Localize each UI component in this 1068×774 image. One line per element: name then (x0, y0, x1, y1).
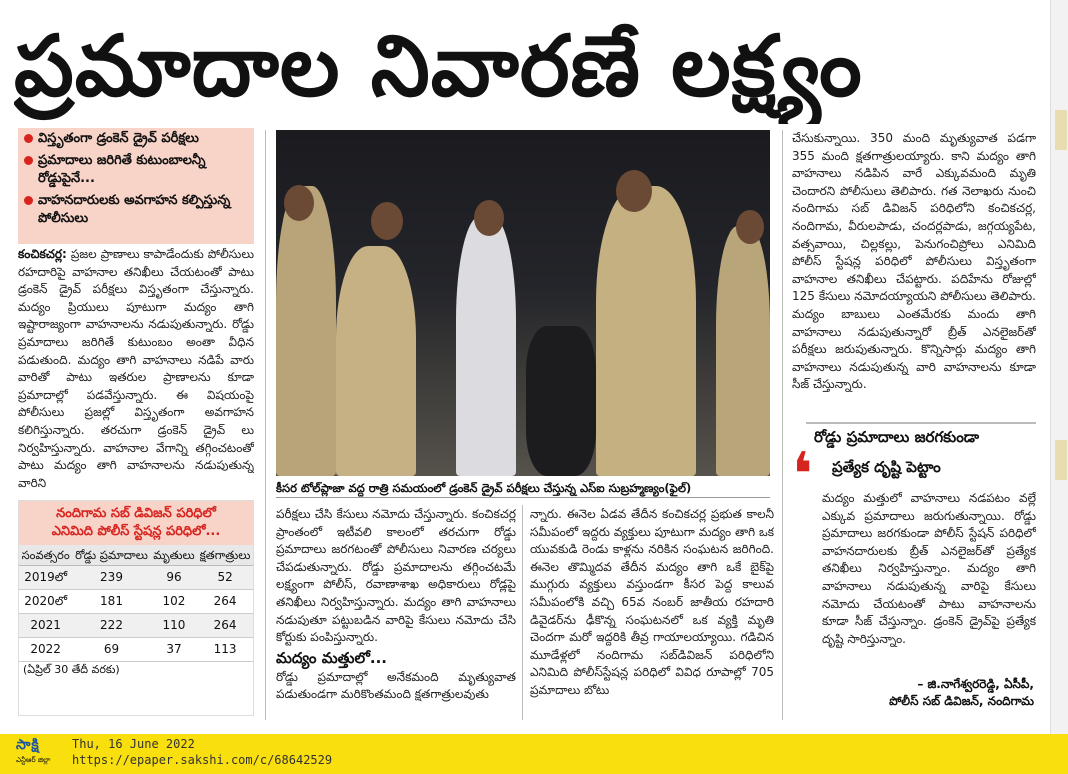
table-row: 2022 69 37 113 (19, 638, 253, 662)
photo-caption: కీసర టోల్‌ప్లాజా వద్ద రాత్రి సమయంలో డ్రంకెన్ డ్రైవ్ పరీక్షలు చేస్తున్న ఎస్ఐ సుబ్రహ్మణ్యం(ఫైల్) (276, 478, 770, 498)
column-divider (782, 130, 783, 720)
bullet-dot-icon (24, 196, 33, 205)
table-title: నందిగామ సబ్ డివిజన్ పరిధిలో ఎనిమిది పోలీస్ స్టేషన్ల పరిధిలో... (19, 501, 253, 545)
photo-figure (596, 186, 696, 476)
photo-figure-head (736, 210, 764, 244)
photo-figure (276, 186, 336, 476)
bullet-item: వాహనదారులకు అవగాహన కల్పిస్తున్న పోలీసులు (18, 190, 254, 230)
article-column-2 (276, 506, 516, 720)
article-text: ప్రజల ప్రాణాలు కాపాడేందుకు పోలీసులు రహదారిపై వాహనాల తనిఖీలు చేయటంతో పాటు డ్రంకెన్ డ్రైవ్ పరీక్షలు విస్తృతంగా చేస్తున్నారు. మద్యం ప్రియులు పూటుగా మద్యం తాగి ఇష్టారాజ్యంగా వాహనాలను నడుపుతున్నారు. రోడ్డు ప్రమాదాలు జరిగితే కుటుంబం అంతా వీధిన పడుతుంది. మద్యం తాగి వాహనాలు నడిపే వారు వారితో పాటు ఇతరుల ప్రాణాలను కూడా ప్రమాదాల్లో పడవేస్తున్నారు. ఈ విషయంపై పోలీసులు ప్రజల్లో విస్తృతంగా అవగాహన కలిగిస్తున్నారు. తరచుగా డ్రంకెన్ డ్రైవ్ లు నిర్వహిస్తున్నారు. వాహనాల వేగాన్ని తగ్గించటంతో పాటు మద్యం తాగి వాహనాలను నడుపుతున్న వారిని (18, 247, 254, 490)
headline: ప్రమాదాల నివారణే లక్ష్యం (14, 17, 863, 115)
col-header-injured: క్షతగాత్రులు (197, 545, 253, 566)
quote-body (822, 490, 1036, 676)
article-column-1 (18, 246, 254, 496)
photo-figure (336, 246, 416, 476)
sakshi-logo[interactable]: సాక్షి ఎన్టీఆర్ జిల్లా (16, 737, 51, 764)
article-column-4 (792, 130, 1036, 418)
column-divider (522, 505, 523, 720)
quote-mark-icon: ❛ (792, 440, 813, 510)
accident-stats-table (18, 500, 254, 716)
photo-figure-head (371, 202, 403, 240)
photo-scooter (526, 326, 596, 476)
footer-bar (0, 734, 1068, 774)
bullet-item: ప్రమాదాలు జరిగితే కుటుంబాలన్నీ రోడ్డుపైనే... (18, 150, 254, 190)
stats-table (19, 545, 253, 662)
news-photo (276, 130, 770, 476)
table-row: 2021 222 110 264 (19, 614, 253, 638)
article-column-3 (530, 506, 774, 720)
footer-date: Thu, 16 June 2022 (72, 737, 195, 751)
bullet-dot-icon (24, 134, 33, 143)
dateline: కంచికచర్ల: (18, 247, 67, 261)
column-divider (265, 130, 266, 720)
photo-figure (456, 216, 516, 476)
article-text: చేసుకున్నాయి. 350 మంది మృత్యువాత పడగా 355 మంది క్షతగాత్రులయ్యారు. కాని మద్యం తాగి వాహనాలు నడిపిన వారే ఎక్కువమంది మృతి చెందారని పోలీసులు తెలిపారు. గత నెలాఖరు నుంచి నందిగామ సబ్ డివిజన్ పరిధిలోని కంచికచర్ల, నందిగామ, వీరులపాడు, చందర్లపాడు, జగ్గయ్యపేట, వత్సవాయి, చిల్లకల్లు, పెనుగంచిప్రోలు ఎనిమిది పోలీస్ స్టేషన్ల పరిధిలో పోలీసులు విస్తృతంగా వాహనాల తనిఖీలు చేపట్టారు. పదిహేను రోజుల్లో 125 కేసులు నమోదయ్యాయని పోలీసులు తెలిపారు. మద్యం బాబులు ఎంతమేరకు మందు తాగి వాహనాలు నడుపుతున్నారో బ్రీత్ ఎనలైజర్‌తో పరీక్షలు జరుపుతున్నారు. కొన్నిసార్లు మద్యం తాగి వాహనాలు నడుపుతున్న వారి వాహనాలను కూడా సీజ్ చేస్తున్నారు. (792, 131, 1036, 392)
bullet-item: విస్తృతంగా డ్రంకెన్ డ్రైవ్ పరీక్షలు (18, 128, 254, 150)
article-text: పరీక్షలు చేసి కేసులు నమోదు చేస్తున్నారు. కంచికచర్ల ప్రాంతంలో ఇటీవలి కాలంలో తరచుగా రోడ్డు ప్రమాదాలు జరగటంతో పోలీసులు నివారణ చర్యలు చేపడుతున్నారు. రోడ్డు ప్రమాదాలను తగ్గించటమే లక్ష్యంగా పోలీస్, రవాణాశాఖ అధికారులు రోడ్లపై తనిఖీలు నిర్వహిస్తున్నారు. మద్యం తాగి వాహనాలు నడుపుతూ పట్టుబడిన వారిపై కేసులు నమోదు చేసి కోర్టుకు పంపిస్తున్నారు. (276, 507, 516, 645)
col-header-accidents: రోడ్డు ప్రమాదాలు (72, 545, 150, 566)
adjacent-page-strip (1050, 0, 1068, 734)
table-header-row (19, 545, 253, 566)
highlight-bullets (18, 128, 254, 244)
article-text: న్నారు. ఈనెల ఏడవ తేదీన కంచికచర్ల ప్రభుత కాలనీ సమీపంలో ఇద్దరు వ్యక్తులు పూటుగా మద్యం తాగి ఒక యువకుడి రెండు కాళ్లను నరికిన సంఘటన జరిగింది. ఈనెల తొమ్మిదవ తేదీన మద్యం తాగి ఒకే బైక్‌పై ముగ్గురు వ్యక్తులు వస్తుండగా కీసర పెద్ద కాలువ సమీపంలోకి వచ్చి 65వ నంబర్ జాతీయ రహదారి డివైడర్‌ను ఢీకొన్న సంఘటనలో ఒక వ్యక్తి మృతి చెందగా మరో ఇద్దరికి తీవ్ర గాయాలయ్యాయి. గడిచిన మూడేళ్లలో నందిగామ సబ్‌డివిజన్ పరిధిలోని ఎనిమిది పోలీస్‌స్టేషన్ల పరిధిలో వివిధ రూపాల్లో 705 ప్రమాదాలు బోటు (530, 507, 774, 697)
quote-signature: – జి.నాగేశ్వరరెడ్డి, ఏసీపీ, పోలీస్ సబ్ డివిజన్, నందిగామ (889, 677, 1034, 708)
quote-text: మద్యం మత్తులో వాహనాలు నడపటం వల్లే ఎక్కువ ప్రమాదాలు జరుగుతున్నాయి. రోడ్డు ప్రమాదాలు జరగకుండా పోలీస్ స్టేషన్ పరిధిలో వాహనదారులకు బ్రీత్ ఎనలైజర్‌తో ప్రత్యేక తనిఖీలు నిర్వహిస్తున్నాం. మద్యం తాగి వాహనాలు నడుపుతున్న వారిపై కేసులు నమోదు చేయటంతో పాటు వాహనాలను కూడా సీజ్ చేస్తున్నాం. డ్రంకెన్ డ్రైవ్‌పై ప్రత్యేక దృష్టి సారిస్తున్నాం. (822, 491, 1036, 646)
photo-figure-head (284, 185, 314, 221)
bullet-dot-icon (24, 156, 33, 165)
footer-meta (72, 736, 332, 768)
quote-heading: రోడ్డు ప్రమాదాలు జరగకుండా ప్రత్యేక దృష్టి పెట్టాం (806, 422, 1036, 486)
table-row: 2020లో 181 102 264 (19, 590, 253, 614)
col-header-year: సంవత్సరం (19, 545, 72, 566)
subheading: మద్యం మత్తులో... (276, 648, 387, 667)
table-row: 2019లో 239 96 52 (19, 566, 253, 590)
photo-figure-head (474, 200, 504, 236)
col-header-deaths: మృతులు (151, 545, 197, 566)
footer-url[interactable]: https://epaper.sakshi.com/c/68642529 (72, 753, 333, 767)
photo-figure (716, 226, 770, 476)
strip-block (1055, 110, 1067, 150)
strip-block (1055, 440, 1067, 480)
photo-figure-head (616, 170, 652, 212)
article-text: రోడ్డు ప్రమాదాల్లో అనేకమంది మృత్యువాత పడుతుండగా మరికొంతమంది క్షతగాత్రులవుతు (276, 669, 516, 702)
table-note: (ఏప్రిల్ 30 తేదీ వరకు) (23, 663, 120, 676)
